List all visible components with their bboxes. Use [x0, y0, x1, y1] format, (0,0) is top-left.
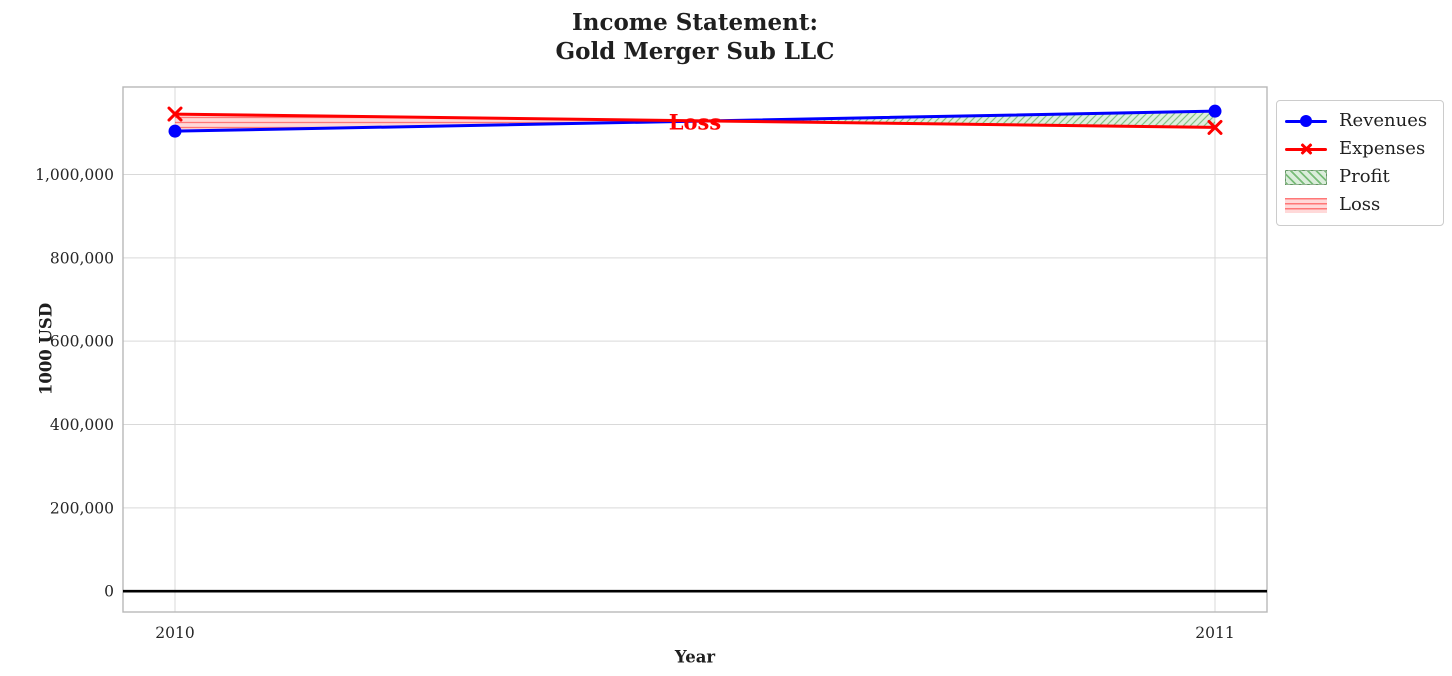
y-tick-label: 600,000 [49, 332, 114, 351]
circle-marker-icon [1300, 115, 1312, 127]
y-axis-label: 1000 USD [36, 302, 56, 396]
legend-swatch-2 [1285, 170, 1327, 185]
legend-item-expenses [1285, 135, 1435, 163]
legend-label-loss: Loss [1339, 194, 1381, 215]
y-tick-label: 800,000 [49, 249, 114, 268]
y-tick-label: 400,000 [49, 416, 114, 434]
chart-title-line2: Gold Merger Sub LLC [555, 38, 835, 65]
revenues-marker [1209, 105, 1222, 118]
x-marker-icon [1299, 142, 1313, 156]
legend-swatch-1 [1285, 141, 1327, 157]
x-tick-label: 2011 [1195, 624, 1235, 642]
legend-label-expenses: Expenses [1339, 138, 1426, 159]
revenues-marker [169, 125, 182, 138]
plot-border [123, 87, 1267, 612]
legend-item-revenues [1285, 107, 1435, 135]
legend-swatch-0 [1285, 113, 1327, 129]
x-axis-label: Year [674, 647, 716, 667]
y-tick-label: 200,000 [49, 499, 114, 518]
chart-title-line1: Income Statement: [571, 9, 818, 36]
x-tick-label: 2010 [155, 624, 195, 642]
legend-item-profit [1285, 163, 1435, 191]
y-tick-label: 0 [104, 582, 114, 601]
loss-annotation: Loss [668, 109, 722, 135]
legend [1276, 100, 1444, 226]
legend-swatch-3 [1285, 198, 1327, 213]
legend-item-loss [1285, 191, 1435, 219]
y-tick-label: 1,000,000 [35, 166, 114, 184]
legend-label-profit: Profit [1339, 166, 1390, 187]
legend-label-revenues: Revenues [1339, 110, 1428, 131]
